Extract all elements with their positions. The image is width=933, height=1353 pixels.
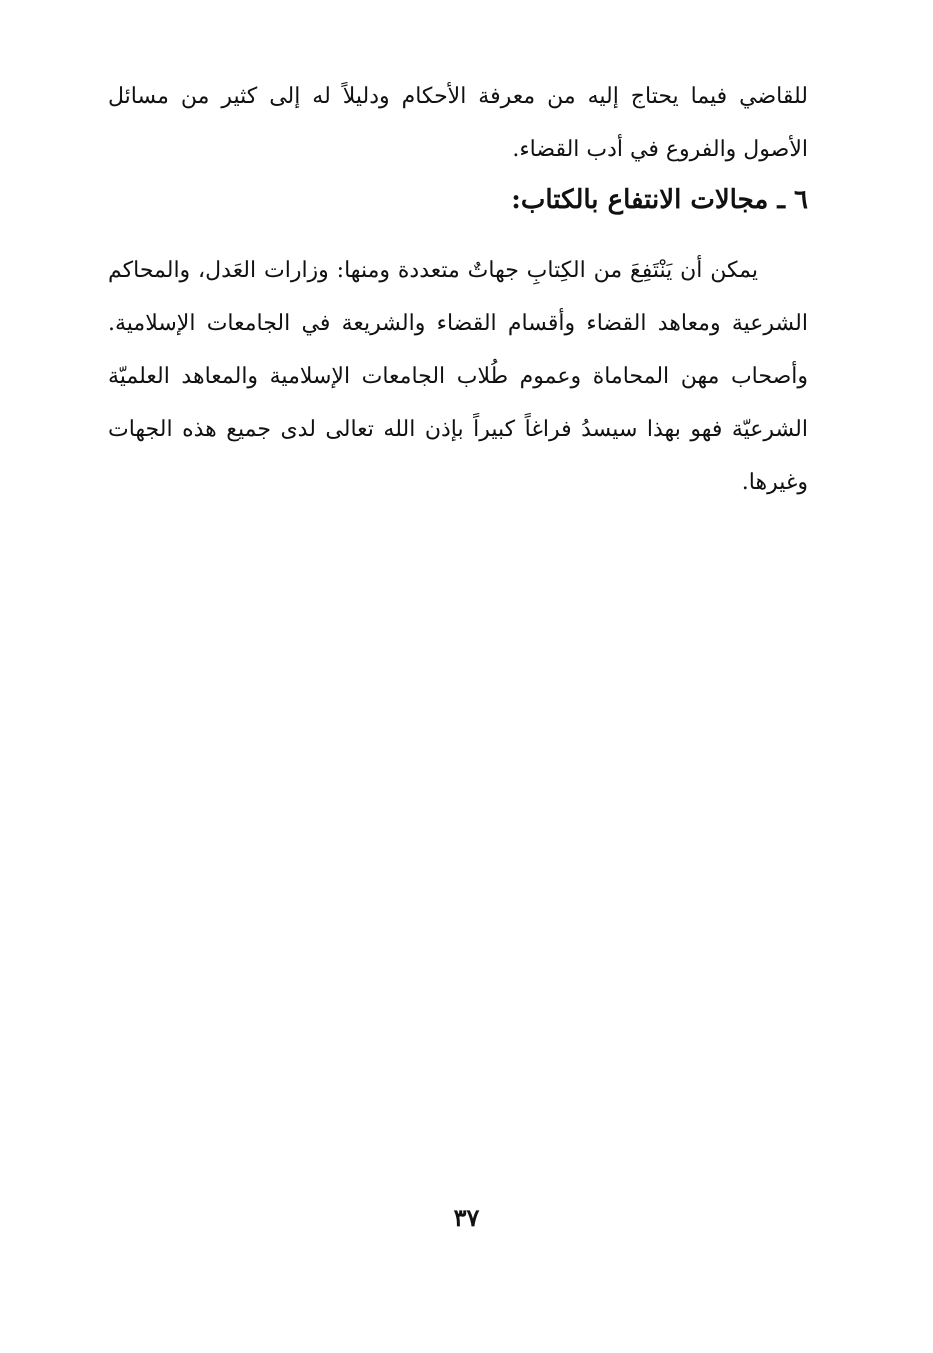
body-paragraph: يمكن أن يَنْتَفِعَ من الكِتابِ جهاتٌ متعددة ومنها: وزارات العَدل، والمحاكم الشرعية ومعاهد القضاء وأقسام القضاء والشريعة في الجامعات الإسلامية. وأصحاب مهن المحاماة وعموم طُلاب الجامعات الإسلامية والمعاهد العلميّة الشرعيّة فهو بهذا سيسدُ فراغاً كبيراً بإذن الله تعالى لدى جميع هذه الجهات وغيرها.: [108, 258, 808, 495]
section-heading: ٦ ـ مجالات الانتفاع بالكتاب:: [511, 185, 808, 215]
page-number: ٣٧: [453, 1203, 480, 1232]
intro-paragraph: للقاضي فيما يحتاج إليه من معرفة الأحكام ودليلاً له إلى كثير من مسائل الأصول والفروع في أدب القضاء.: [108, 84, 808, 162]
